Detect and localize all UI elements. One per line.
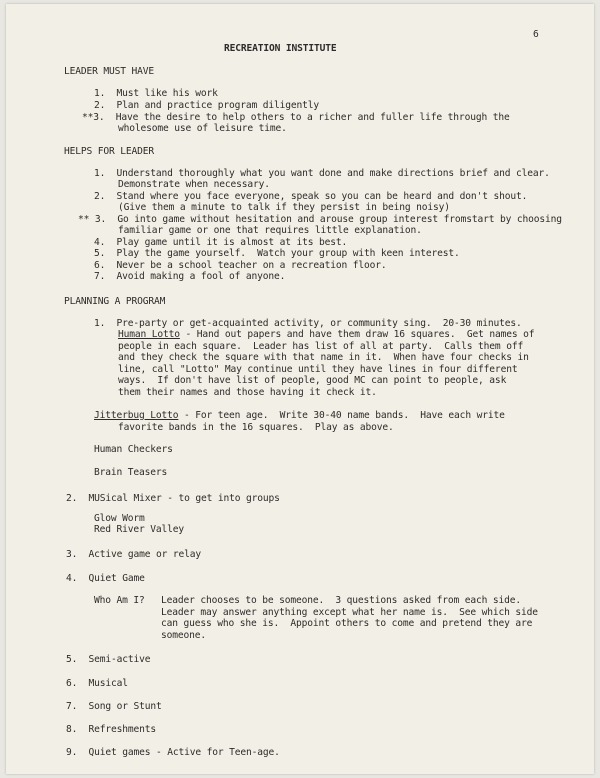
list-item: ** 3. Go into game without hesitation and arouse group interest fromstart by choosing [78, 214, 562, 225]
list-item: 1. Pre-party or get-acquainted activity, or community sing. 20-30 minutes. [94, 318, 522, 329]
list-item: 6. Never be a school teacher on a recreation floor. [94, 260, 387, 271]
list-item: 7. Avoid making a fool of anyone. [94, 271, 286, 282]
list-item: 7. Song or Stunt [66, 701, 162, 712]
human-checkers: Human Checkers [94, 444, 173, 455]
document-page [6, 4, 594, 774]
jitterbug-lotto-paragraph [94, 410, 505, 421]
human-lotto-label: Human Lotto [118, 329, 180, 340]
who-am-i-line: Leader may answer anything except what her name is. See which side [161, 607, 538, 618]
brain-teasers: Brain Teasers [94, 467, 168, 478]
list-item: 2. Stand where you face everyone, speak so you can be heard and don't shout. [94, 191, 528, 202]
list-item: familiar game or one that requires little explanation. [118, 225, 422, 236]
list-item: 3. Active game or relay [66, 549, 202, 560]
human-lotto-line: and they check the square with that name in it. When have four checks in [118, 352, 529, 363]
list-item: 2. Plan and practice program diligently [94, 100, 320, 111]
section-heading-helps-for-leader: HELPS FOR LEADER [64, 146, 155, 157]
mixer-song: Glow Worm [94, 513, 145, 524]
page-title: RECREATION INSTITUTE [224, 43, 337, 54]
who-am-i-line: Leader chooses to be someone. 3 questions asked from each side. [161, 595, 522, 606]
list-item: 8. Refreshments [66, 724, 157, 735]
list-item: Demonstrate when necessary. [118, 179, 270, 190]
who-am-i-line: someone. [161, 630, 207, 641]
list-item: 4. Quiet Game [66, 573, 145, 584]
section-heading-planning: PLANNING A PROGRAM [64, 296, 166, 307]
list-item: 6. Musical [66, 678, 128, 689]
human-lotto-paragraph [118, 329, 534, 340]
section-heading-leader-must-have: LEADER MUST HAVE [64, 66, 155, 77]
list-item: (Give them a minute to talk if they persist in being noisy) [118, 202, 450, 213]
list-item: **3. Have the desire to help others to a richer and fuller life through the [82, 112, 510, 123]
who-am-i-line: can guess who she is. Appoint others to come and pretend they are [161, 618, 533, 629]
human-lotto-line: people in each square. Leader has list of all at party. Calls them off [118, 341, 524, 352]
human-lotto-line: line, call "Lotto" May continue until they have lines in four different [118, 364, 518, 375]
who-am-i-label: Who Am I? [94, 595, 145, 606]
human-lotto-line: - Hand out papers and have them draw 16 squares. Get names of [179, 329, 535, 340]
human-lotto-line: ways. If don't have list of people, good MC can point to people, ask [118, 375, 507, 386]
human-lotto-line: them their names and those having it check it. [118, 387, 377, 398]
list-item: 4. Play game until it is almost at its best. [94, 237, 348, 248]
list-item: 1. Understand thoroughly what you want done and make directions brief and clear. [94, 168, 550, 179]
jitterbug-lotto-label: Jitterbug Lotto [94, 410, 179, 421]
jitterbug-lotto-line: - For teen age. Write 30-40 name bands. Have each write [178, 410, 505, 421]
list-item: 5. Semi-active [66, 654, 151, 665]
list-item: 2. MUSical Mixer - to get into groups [66, 493, 280, 504]
list-item: 5. Play the game yourself. Watch your group with keen interest. [94, 248, 460, 259]
mixer-song: Red River Valley [94, 524, 185, 535]
list-item: 1. Must like his work [94, 88, 218, 99]
page-number: 6 [533, 29, 539, 40]
list-item: wholesome use of leisure time. [118, 123, 287, 134]
jitterbug-lotto-line: favorite bands in the 16 squares. Play as above. [118, 422, 394, 433]
list-item: 9. Quiet games - Active for Teen-age. [66, 747, 280, 758]
